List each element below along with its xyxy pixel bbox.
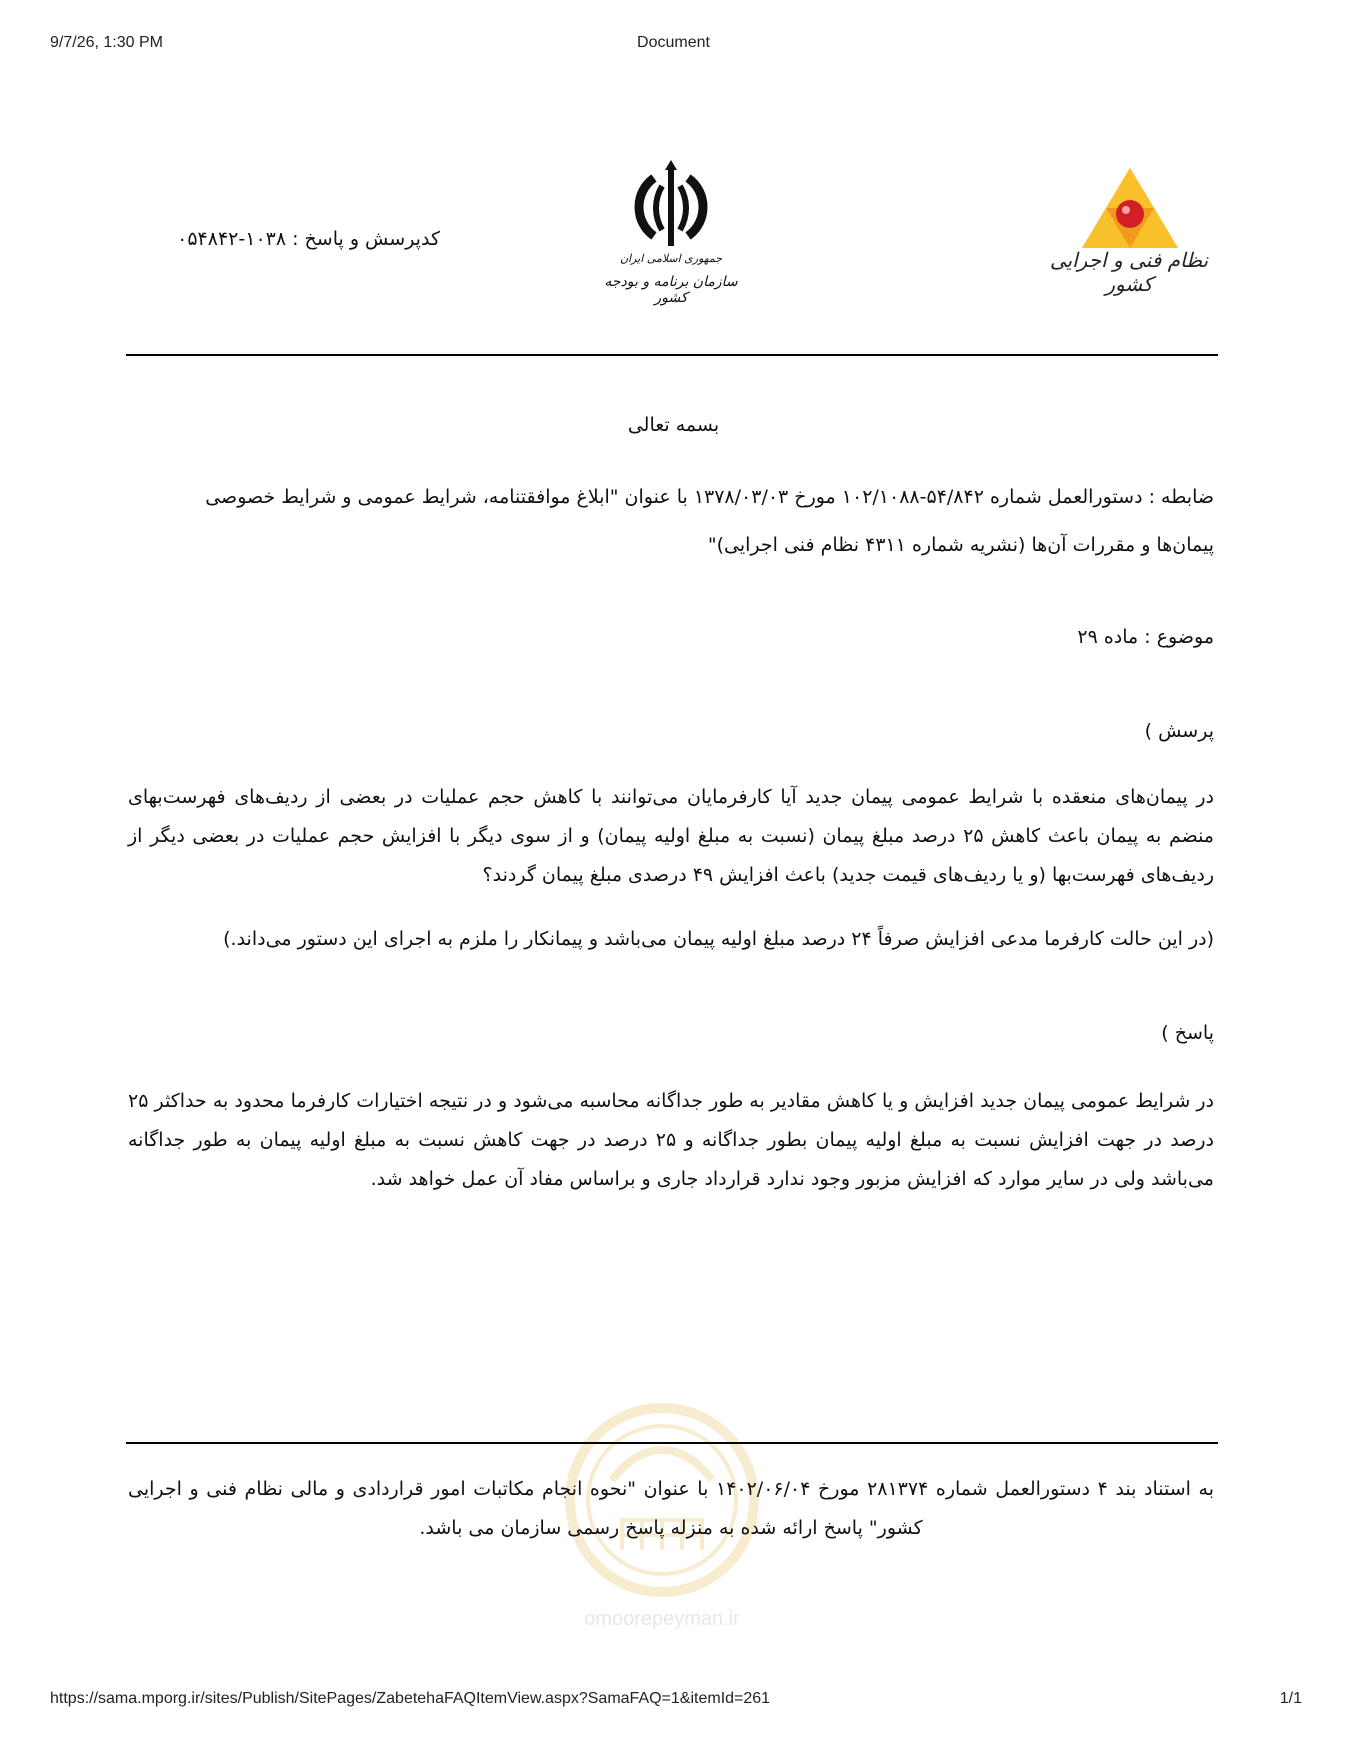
subject: موضوع : ماده ۲۹ (1077, 626, 1214, 648)
page-number: 1/1 (1279, 1690, 1302, 1707)
regulation-line-2: پیمان‌ها و مقررات آن‌ها (نشریه شماره ۴۳۱۱ نظام فنی اجرایی)" (707, 534, 1214, 556)
national-emblem (596, 160, 746, 310)
print-url[interactable]: https://sama.mporg.ir/sites/Publish/SitePages/ZabetehaFAQItemView.aspx?SamaFAQ=1&itemId=261 (50, 1690, 771, 1707)
org-logo-icon (1060, 164, 1200, 254)
org-logo-text: نظام فنی و اجرایی کشور (1049, 248, 1209, 296)
emblem-caption-2: سازمان برنامه و بودجه کشور (604, 274, 738, 306)
regulation-line-1: ضابطه : دستورالعمل شماره ۵۴/۸۴۲-۱۰۲/۱۰۸۸ مورخ ۱۳۷۸/۰۳/۰۳ با عنوان "ابلاغ موافقتنامه، شرایط عمومی و شرایط خصوصی (205, 486, 1214, 508)
footnote: به استناد بند ۴ دستورالعمل شماره ۲۸۱۳۷۴ مورخ ۱۴۰۲/۰۶/۰۴ با عنوان "نحوه انجام مکاتبات امور قراردادی و مالی نظام فنی و اجرایی کشور" پاسخ ارائه شده به منزله پاسخ رسمی سازمان می باشد. (128, 1478, 1215, 1539)
print-datetime: 9/7/26, 1:30 PM (50, 34, 163, 51)
org-logo (1049, 164, 1209, 314)
question-note: (در این حالت کارفرما مدعی افزایش صرفاً ۲۴ درصد مبلغ اولیه پیمان می‌باشد و پیمانکار را ملزم به اجرای این دستور می‌داند.) (223, 928, 1214, 950)
emblem-caption-1: جمهوری اسلامی ایران (619, 252, 723, 265)
invocation: بسمه تعالی (627, 414, 720, 436)
print-title: Document (637, 34, 710, 51)
question-body: در پیمان‌های منعقده با شرایط عمومی پیمان جدید آیا کارفرمایان می‌توانند با کاهش حجم عملیات در بعضی از ردیف‌های فهرست‌بهای منضم به پیمان باعث کاهش ۲۵ درصد مبلغ پیمان (نسبت به مبلغ اولیه پیمان) و از سوی دیگر با افزایش حجم عملیات در بعضی دیگر از ردیف‌های فهرست‌بها (و یا ردیف‌های قیمت جدید) باعث افزایش ۴۹ درصدی مبلغ پیمان گردند؟ (128, 786, 1214, 886)
watermark-site: omoorepeyman.ir (584, 1608, 740, 1630)
answer-body: در شرایط عمومی پیمان جدید افزایش و یا کاهش مقادیر به طور جداگانه محاسبه می‌شود و در نتیجه اختیارات کارفرما محدود به حداکثر ۲۵ درصد در جهت افزایش نسبت به مبلغ اولیه پیمان بطور جداگانه و ۲۵ درصد در جهت کاهش نسبت به مبلغ اولیه پیمان به طور جداگانه می‌باشد ولی در سایر موارد که افزایش مزبور وجود ندارد قرارداد جاری و براساس مفاد آن عمل خواهد شد. (128, 1090, 1214, 1190)
header-divider (126, 354, 1218, 356)
answer-heading: پاسخ ) (1161, 1022, 1214, 1044)
question-heading: پرسش ) (1144, 720, 1214, 742)
qa-code: کدپرسش و پاسخ : ۱۰۳۸-۰۵۴۸۴۲ (177, 228, 440, 250)
national-emblem-icon (596, 160, 746, 252)
footer-divider (126, 1442, 1218, 1444)
